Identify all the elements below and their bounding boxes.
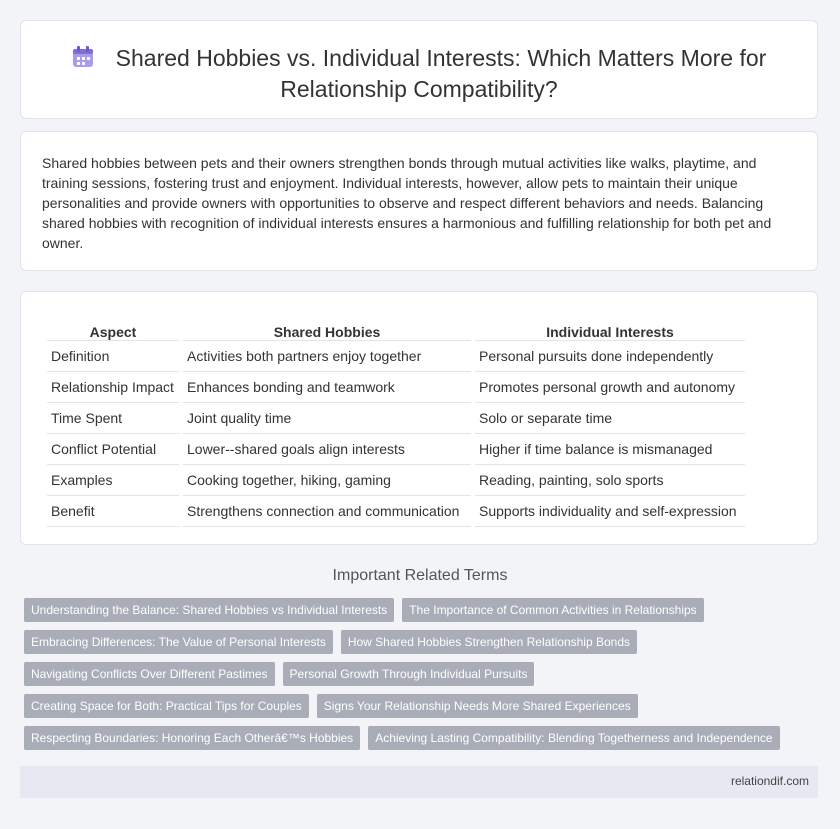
table-cell: Definition	[47, 341, 179, 372]
footer	[20, 766, 818, 798]
table-cell: Supports individuality and self-expression	[475, 496, 745, 527]
related-term-link[interactable]: Understanding the Balance: Shared Hobbies vs Individual Interests	[24, 598, 394, 622]
intro-paragraph: Shared hobbies between pets and their owners strengthen bonds through mutual activities like walks, playtime, and training sessions, fostering trust and enjoyment. Individual interests, however, allow pets to maintain their unique personalities and provide owners with opportunities to observe and respect different behaviors and needs. Balancing shared hobbies with recognition of individual interests ensures a harmonious and fulfilling relationship for both pet and owner.	[42, 155, 772, 251]
tag-row	[24, 694, 814, 718]
related-term-link[interactable]: Embracing Differences: The Value of Personal Interests	[24, 630, 333, 654]
related-term-link[interactable]: Navigating Conflicts Over Different Pastimes	[24, 662, 275, 686]
table-cell: Promotes personal growth and autonomy	[475, 372, 745, 403]
related-term-link[interactable]: Signs Your Relationship Needs More Shared Experiences	[317, 694, 638, 718]
related-terms-heading: Important Related Terms	[332, 567, 508, 584]
table-cell: Lower--shared goals align interests	[183, 434, 471, 465]
table-cell: Examples	[47, 465, 179, 496]
related-term-link[interactable]: Personal Growth Through Individual Pursuits	[283, 662, 535, 686]
table-row	[47, 372, 745, 403]
footer-site-link[interactable]: relationdif.com	[730, 774, 809, 788]
table-cell: Time Spent	[47, 403, 179, 434]
table-cell: Solo or separate time	[475, 403, 745, 434]
table-cell: Activities both partners enjoy together	[183, 341, 471, 372]
page-title	[21, 44, 817, 104]
table-cell: Higher if time balance is mismanaged	[475, 434, 745, 465]
tag-row	[24, 662, 814, 686]
related-term-link[interactable]: Achieving Lasting Compatibility: Blending Togetherness and Independence	[368, 726, 779, 750]
related-term-link[interactable]: Respecting Boundaries: Honoring Each Otherâ€™s Hobbies	[24, 726, 360, 750]
related-term-link[interactable]: How Shared Hobbies Strengthen Relationship Bonds	[341, 630, 637, 654]
table-cell: Enhances bonding and teamwork	[183, 372, 471, 403]
related-term-link[interactable]: The Importance of Common Activities in Relationships	[402, 598, 703, 622]
comparison-card	[20, 291, 818, 545]
table-row	[47, 465, 745, 496]
header-individual-interests: Individual Interests	[475, 314, 745, 341]
table-row	[47, 403, 745, 434]
table-cell: Cooking together, hiking, gaming	[183, 465, 471, 496]
tag-row	[24, 726, 814, 750]
table-cell: Benefit	[47, 496, 179, 527]
table-cell: Personal pursuits done independently	[475, 341, 745, 372]
related-terms-list	[24, 598, 814, 758]
table-row	[47, 434, 745, 465]
table-cell: Strengthens connection and communication	[183, 496, 471, 527]
tag-row	[24, 630, 814, 654]
table-cell: Relationship Impact	[47, 372, 179, 403]
table-cell: Joint quality time	[183, 403, 471, 434]
table-cell: Reading, painting, solo sports	[475, 465, 745, 496]
tag-row	[24, 598, 814, 622]
comparison-table	[43, 314, 749, 527]
header-aspect: Aspect	[47, 314, 179, 341]
intro-card	[20, 131, 818, 271]
related-term-link[interactable]: Creating Space for Both: Practical Tips for Couples	[24, 694, 309, 718]
header-shared-hobbies: Shared Hobbies	[183, 314, 471, 341]
page-title-text: Shared Hobbies vs. Individual Interests: Which Matters More for Relationship Compatibility?	[115, 45, 767, 102]
calendar-icon	[72, 46, 94, 75]
table-row	[47, 496, 745, 527]
table-cell: Conflict Potential	[47, 434, 179, 465]
title-card	[20, 20, 818, 119]
table-row	[47, 341, 745, 372]
table-header-row	[47, 314, 745, 341]
